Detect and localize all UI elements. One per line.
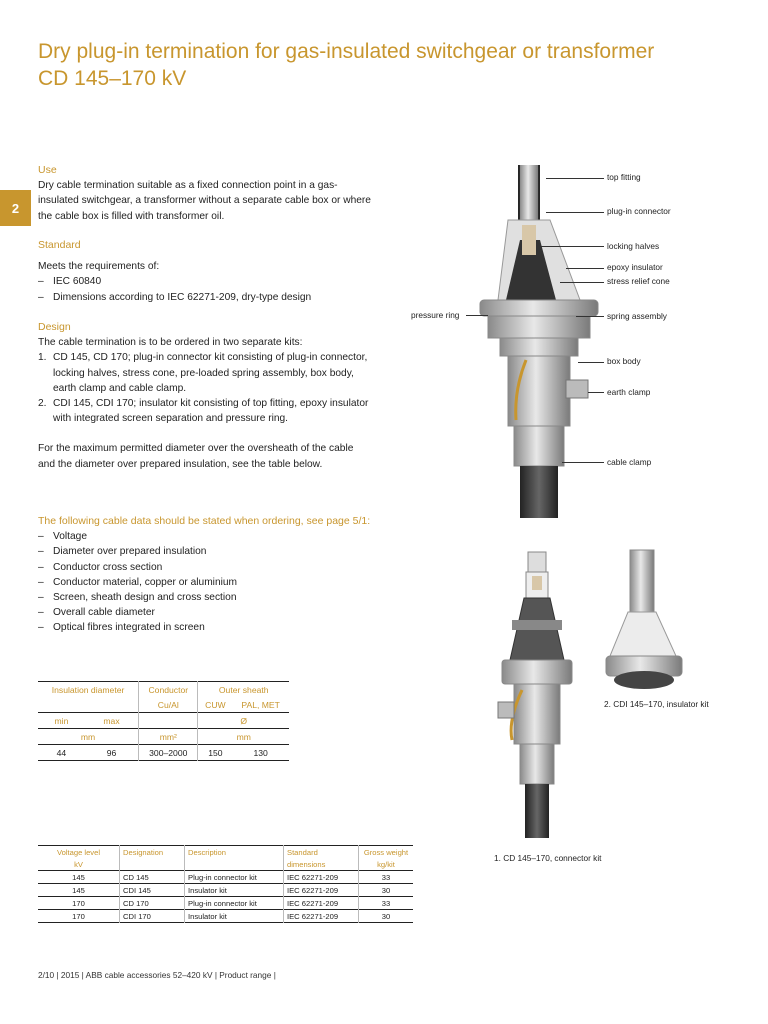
subheader-kgkit: kg/kit bbox=[359, 858, 414, 871]
leader-line bbox=[566, 268, 604, 269]
table-cell: 44 bbox=[56, 747, 67, 758]
table-cell: IEC 62271-209 bbox=[284, 910, 359, 923]
header-diameter: Ø bbox=[198, 713, 289, 729]
leader-line bbox=[540, 246, 604, 247]
list-item: – Screen, sheath design and cross section bbox=[38, 590, 373, 605]
table-cell: 170 bbox=[72, 898, 85, 908]
termination-illustration bbox=[470, 160, 610, 530]
caption-connector-kit: 1. CD 145–170, connector kit bbox=[494, 853, 602, 863]
title-line-2: CD 145–170 kV bbox=[38, 67, 187, 90]
chapter-tab: 2 bbox=[0, 190, 31, 226]
table-row bbox=[38, 897, 413, 910]
label-earth-clamp: earth clamp bbox=[607, 387, 651, 397]
table-cell: 145 bbox=[72, 885, 85, 895]
header-min: min bbox=[54, 715, 69, 726]
ordering-table bbox=[38, 845, 413, 923]
connector-kit-illustration bbox=[492, 550, 582, 840]
table-cell: 130 bbox=[253, 747, 268, 758]
label-spring-assembly: spring assembly bbox=[607, 311, 667, 321]
table-cell: IEC 62271-209 bbox=[284, 897, 359, 910]
table-cell: 30 bbox=[359, 884, 414, 897]
header-designation: Designation bbox=[120, 846, 185, 859]
table-cell: 300–2000 bbox=[139, 745, 198, 761]
table-cell: 145 bbox=[72, 872, 85, 882]
list-item: – Conductor cross section bbox=[38, 560, 373, 575]
design-note: For the maximum permitted diameter over the oversheath of the cable and the diameter over prepared insulation, see the table below. bbox=[38, 443, 354, 470]
unit-mm2: mm² bbox=[139, 729, 198, 745]
header-outer-sheath: Outer sheath bbox=[198, 682, 289, 698]
table-cell: 150 bbox=[198, 745, 232, 761]
page-footer: 2/10 | 2015 | ABB cable accessories 52–420 kV | Product range | bbox=[38, 970, 276, 980]
label-stress-relief-cone: stress relief cone bbox=[607, 276, 670, 286]
list-item: – Voltage bbox=[38, 529, 373, 544]
table-cell: Plug-in connector kit bbox=[185, 897, 284, 910]
subheader-kv: kV bbox=[74, 859, 83, 869]
table-cell: IEC 62271-209 bbox=[284, 871, 359, 884]
label-plugin-connector: plug-in connector bbox=[607, 206, 671, 216]
leader-line bbox=[560, 282, 604, 283]
caption-insulator-kit: 2. CDI 145–170, insulator kit bbox=[604, 699, 709, 709]
standard-section bbox=[38, 238, 373, 305]
standard-intro: Meets the requirements of: bbox=[38, 261, 160, 273]
table-cell: Plug-in connector kit bbox=[185, 871, 284, 884]
design-list bbox=[38, 350, 373, 426]
header-insulation: Insulation diameter bbox=[51, 684, 125, 695]
label-top-fitting: top fitting bbox=[607, 172, 641, 182]
list-item: – Optical fibres integrated in screen bbox=[38, 620, 373, 635]
label-epoxy-insulator: epoxy insulator bbox=[607, 262, 663, 272]
table-cell: CD 170 bbox=[120, 897, 185, 910]
unit-mm: mm bbox=[80, 731, 96, 742]
list-number: 2. bbox=[38, 398, 47, 410]
list-item: – Conductor material, copper or aluminium bbox=[38, 575, 373, 590]
table-cell: 170 bbox=[72, 911, 85, 921]
list-item bbox=[38, 350, 373, 396]
design-section bbox=[38, 320, 373, 472]
header-standard: Standard bbox=[284, 846, 359, 859]
design-heading: Design bbox=[38, 321, 71, 333]
header-voltage: Voltage level bbox=[56, 847, 101, 857]
table-cell: CDI 170 bbox=[120, 910, 185, 923]
label-box-body: box body bbox=[607, 356, 641, 366]
header-description: Description bbox=[185, 846, 284, 859]
unit-mm: mm bbox=[198, 729, 289, 745]
leader-line bbox=[576, 316, 604, 317]
insulator-kit-illustration bbox=[602, 548, 686, 694]
leader-line bbox=[562, 462, 604, 463]
use-section bbox=[38, 163, 373, 224]
table-cell: Insulator kit bbox=[185, 910, 284, 923]
list-item bbox=[38, 396, 373, 426]
list-item: – Dimensions according to IEC 62271-209, dry-type design bbox=[38, 290, 373, 305]
standard-heading: Standard bbox=[38, 239, 81, 251]
list-text: CDI 145, CDI 170; insulator kit consisting of top fitting, epoxy insulator with integrated screen separation and pressure ring. bbox=[53, 398, 369, 425]
leader-line bbox=[546, 212, 604, 213]
table-cell: IEC 62271-209 bbox=[284, 884, 359, 897]
list-item: – IEC 60840 bbox=[38, 274, 373, 289]
table-cell: CD 145 bbox=[120, 871, 185, 884]
label-pressure-ring: pressure ring bbox=[411, 310, 460, 320]
leader-line bbox=[546, 178, 604, 179]
header-conductor: Conductor bbox=[139, 682, 198, 698]
page-title bbox=[38, 38, 758, 92]
ordering-section bbox=[38, 514, 373, 636]
design-intro: The cable termination is to be ordered in two separate kits: bbox=[38, 337, 303, 349]
list-item: – Overall cable diameter bbox=[38, 605, 373, 620]
table-row bbox=[38, 884, 413, 897]
table-cell: 33 bbox=[359, 871, 414, 884]
header-palmet: PAL, MET bbox=[241, 699, 280, 710]
list-text: CD 145, CD 170; plug-in connector kit consisting of plug-in connector, locking halves, stress cone, pre-loaded spring assembly, box body, earth clamp and cable clamp. bbox=[53, 352, 368, 394]
label-cable-clamp: cable clamp bbox=[607, 457, 652, 467]
table-cell: 30 bbox=[359, 910, 414, 923]
leader-line bbox=[588, 392, 604, 393]
subheader-dimensions: dimensions bbox=[284, 858, 359, 871]
table-row bbox=[38, 910, 413, 923]
header-weight: Gross weight bbox=[359, 846, 414, 859]
standard-list bbox=[38, 274, 373, 304]
header-cual: Cu/Al bbox=[139, 697, 198, 713]
list-item: – Diameter over prepared insulation bbox=[38, 544, 373, 559]
use-heading: Use bbox=[38, 164, 57, 176]
use-text: Dry cable termination suitable as a fixed connection point in a gas-insulated switchgear, a transformer without a separate cable box or where the cable box is filled with transformer oil. bbox=[38, 180, 371, 222]
table-cell: 33 bbox=[359, 897, 414, 910]
leader-line bbox=[578, 362, 604, 363]
header-max: max bbox=[103, 715, 120, 726]
table-cell: Insulator kit bbox=[185, 884, 284, 897]
cable-dimensions-table bbox=[38, 681, 289, 761]
header-cuw: CUW bbox=[198, 697, 232, 713]
table-cell: CDI 145 bbox=[120, 884, 185, 897]
label-locking-halves: locking halves bbox=[607, 241, 660, 251]
table-cell: 96 bbox=[106, 747, 117, 758]
title-line-1: Dry plug-in termination for gas-insulated switchgear or transformer bbox=[38, 40, 655, 63]
table-row bbox=[38, 871, 413, 884]
list-number: 1. bbox=[38, 352, 47, 364]
ordering-list bbox=[38, 529, 373, 635]
leader-line bbox=[466, 315, 488, 316]
ordering-heading: The following cable data should be stated when ordering, see page 5/1: bbox=[38, 515, 371, 527]
